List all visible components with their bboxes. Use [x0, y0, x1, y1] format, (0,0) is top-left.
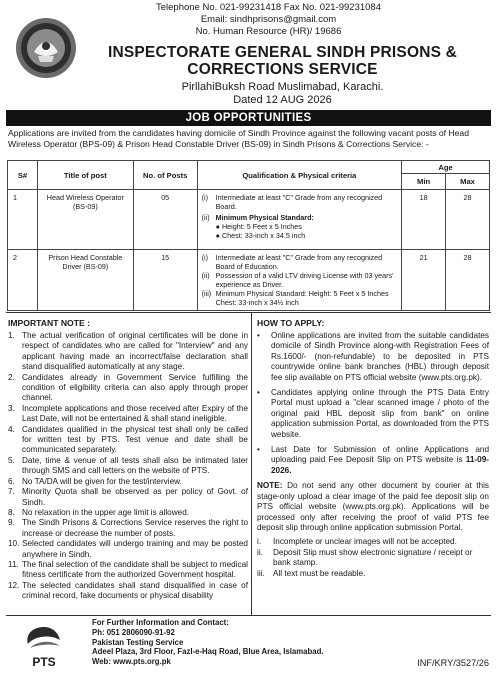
- bullet-icon: •: [257, 388, 260, 398]
- how-to-apply-section: [257, 331, 489, 579]
- note-number: 7.: [8, 487, 15, 497]
- pts-logo-text: PTS: [32, 655, 56, 669]
- organization-title-line2: CORRECTIONS SERVICE: [187, 61, 378, 78]
- date: Dated 12 AUG 2026: [233, 94, 332, 106]
- header-min: Min: [402, 174, 446, 190]
- header-sr: S#: [8, 161, 38, 190]
- note-text: Date, time & venue of all tests shall also be intimated later through SMS and call letters on the website of PTS.: [22, 455, 248, 476]
- header-age: Age: [402, 161, 490, 174]
- note-number: 12.: [8, 580, 20, 590]
- table-header-row: [8, 161, 490, 174]
- item-number: i.: [257, 537, 262, 547]
- note-text: Incomplete applications and those received after Expiry of the Last Date, will not be entertained & shall stand ineligible.: [22, 403, 248, 424]
- note-number: 1.: [8, 331, 15, 340]
- chest-criteria: ● Chest: 33-inch x 34.5 inch: [215, 231, 306, 240]
- header-title: Title of post: [37, 161, 133, 190]
- list-item: [257, 548, 489, 569]
- qualification-number: (i): [201, 253, 209, 262]
- qualification-item: [202, 213, 398, 222]
- apply-text: Online applications are invited from the suitable candidates domicile of Sindh Province along-with Registration Fees of Rs.1600/- (non-refundable) to be deposited in PTS countrywide online bank branches (HBL) through deposit fee slip available on PTS official website (www.pts.org.pk).: [271, 331, 489, 382]
- hr-number: No. Human Resource (HR)/ 19686: [195, 26, 342, 37]
- list-item: [8, 456, 248, 477]
- list-item: [8, 508, 248, 518]
- qualification-number: (i): [201, 193, 209, 202]
- address: PirllahiBuksh Road Muslimabad, Karachi.: [181, 81, 384, 93]
- list-item: [8, 404, 248, 425]
- email: Email: sindhprisons@gmail.com: [200, 14, 337, 25]
- apply-bullet: [257, 331, 489, 383]
- qualification-number: (iii): [201, 289, 212, 298]
- header-qualification: Qualification & Physical criteria: [197, 161, 402, 190]
- height-criteria: ● Height: 5 Feet x 5 Inches: [215, 222, 302, 231]
- telephone-fax: Telephone No. 021-99231418 Fax No. 021-99231084: [155, 2, 381, 13]
- footer-heading: For Further Information and Contact:: [92, 618, 229, 627]
- important-note-heading: IMPORTANT NOTE :: [8, 318, 90, 328]
- item-text: All text must be readable.: [273, 568, 366, 578]
- row-min-age: 18: [402, 190, 446, 250]
- item-number: ii.: [257, 547, 263, 557]
- note-number: 5.: [8, 455, 15, 465]
- row-qualification: [197, 190, 402, 250]
- apply-text: Candidates applying online through the PTS Data Entry Portal must upload a "clear scanned image / photo of the original paid HBL deposit slip from bank" on online application submission Portal, as downloaded from the PTS website.: [271, 388, 489, 439]
- list-item: [8, 581, 248, 602]
- list-item: [8, 477, 248, 487]
- qualification-text: Intermediate at least "C" Grade from any recognized Board.: [215, 193, 383, 211]
- note-text: Candidates already in Government Service fulfilling the condition of eligibility criteria can also apply through proper channel.: [22, 372, 248, 403]
- last-date-text: Last Date for Submission of online Applications and uploading paid Fee Deposit Slip on PTS website is: [271, 445, 489, 465]
- list-item: [8, 518, 248, 539]
- intro-paragraph: Applications are invited from the candidates having domicile of Sindh Province against the following vacant posts of Head Wireless Operator (BPS-09) & Prison Head Constable Driver (BS-09) in Sindh Prisons & Corrections Service: -: [8, 128, 469, 149]
- footer-contact: [92, 618, 324, 667]
- job-opportunities-banner: JOB OPPORTUNITIES: [6, 110, 491, 126]
- list-item: [8, 373, 248, 404]
- note-number: 10.: [8, 539, 20, 549]
- footer-phone: Ph: 051 2806090-91-92: [92, 627, 175, 637]
- column-divider: [251, 313, 252, 615]
- item-text: Incomplete or unclear images will not be accepted.: [273, 537, 457, 547]
- note-text: Candidates qualified in the physical test shall only be called for written test by PTS. Test venue and date shall be communicated separately.: [22, 424, 248, 455]
- note-text: No TA/DA will be given for the test/interview.: [22, 476, 182, 486]
- footer-divider: [6, 615, 491, 616]
- row-sr: 2: [8, 250, 38, 311]
- bullet-icon: •: [257, 445, 260, 455]
- how-to-apply-heading: HOW TO APPLY:: [257, 318, 325, 328]
- qualification-number: (ii): [201, 271, 210, 280]
- apply-bullet: [257, 388, 489, 440]
- header-posts: No. of Posts: [133, 161, 197, 190]
- bullet-icon: •: [257, 331, 260, 340]
- row-min-age: 21: [402, 250, 446, 311]
- note-text: Selected candidates will undergo training and may be posted anywhere in Sindh.: [22, 539, 248, 559]
- qualification-text: Minimum Physical Standard: Height: 5 Feet x 5 Inches Chest: 33-inch x 34½ inch: [215, 289, 389, 307]
- qualification-item: [202, 193, 398, 211]
- qualification-item: [202, 253, 398, 271]
- note-number: 11.: [8, 559, 19, 569]
- note-number: 4.: [8, 424, 15, 434]
- item-text: Deposit Slip must show electronic signature / receipt or bank stamp.: [273, 547, 473, 568]
- important-notes-list: [8, 331, 248, 602]
- list-item: [257, 537, 489, 547]
- table-row: [8, 190, 490, 250]
- pts-logo-icon: [20, 624, 68, 670]
- row-max-age: 28: [446, 190, 490, 250]
- qualification-text: Possession of a valid LTV driving License with 03 years' experience as Driver.: [215, 271, 394, 289]
- footer-web: Web: www.pts.org.pk: [92, 657, 171, 667]
- footer-org: Pakistan Testing Service: [92, 637, 184, 647]
- section-divider: [6, 312, 491, 313]
- note-text: The final selection of the candidate shall be subject to medical fitness certificate from the authorized Government hospital.: [22, 559, 248, 580]
- note-text: The selected candidates shall stand disqualified in case of criminal record, fake documents or physical disability: [22, 580, 248, 601]
- note-text: Minority Quota shall be observed as per policy of Govt. of Sindh.: [22, 487, 248, 507]
- list-item: [8, 487, 248, 508]
- qualification-text: Minimum Physical Standard:: [215, 213, 314, 222]
- reference-number: INF/KRY/3527/26: [417, 658, 489, 668]
- footer-address: Adeel Plaza, 3rd Floor, Fazl-e-Haq Road, Blue Area, Islamabad.: [92, 647, 324, 657]
- note-number: 3.: [8, 403, 15, 413]
- apply-text: [271, 445, 489, 476]
- list-item: [8, 425, 248, 456]
- note-text: No relaxation in the upper age limit is allowed.: [22, 507, 190, 517]
- row-posts: 15: [133, 250, 197, 311]
- apply-note: [257, 481, 489, 533]
- qualification-number: (ii): [201, 213, 210, 222]
- row-posts: 05: [133, 190, 197, 250]
- row-qualification: [197, 250, 402, 311]
- item-number: iii.: [257, 568, 265, 578]
- note-number: 6.: [8, 476, 15, 486]
- row-title: Head Wireless Operator (BS-09): [37, 190, 133, 250]
- apply-bullet: [257, 445, 489, 476]
- organization-title: INSPECTORATE GENERAL SINDH PRISONS &: [107, 44, 458, 61]
- qualification-item: [202, 289, 398, 307]
- list-item: [8, 539, 248, 560]
- list-item: [8, 331, 248, 373]
- row-max-age: 28: [446, 250, 490, 311]
- note-text: The actual verification of original certificates will be done in respect of candidates who are called for "Interview" and any applicant having made an incorrect/false declaration shall stand disqualified automatically at any stage.: [22, 331, 248, 372]
- qualification-text: Intermediate at least "C" Grade from any recognized Board of Education.: [215, 253, 383, 271]
- note-text: Do not send any other document by courier at this stage-only upload a clear image of the paid fee deposit slip on PTS official website (www.pts.org.pk). Applications will be processed only after receiving the proof of valid PTS fee deposit slip through online application submission Portal.: [257, 481, 489, 532]
- note-text: The Sindh Prisons & Corrections Service reserves the right to increase or decrease the number of posts.: [22, 518, 248, 538]
- note-label: NOTE:: [257, 481, 283, 491]
- header-max: Max: [446, 174, 490, 190]
- header: [0, 0, 497, 112]
- last-date: 11-09-2026.: [271, 455, 489, 475]
- note-number: 9.: [8, 518, 15, 528]
- list-item: [257, 569, 489, 579]
- note-number: 8.: [8, 507, 15, 517]
- note-number: 2.: [8, 372, 15, 382]
- row-sr: 1: [8, 190, 38, 250]
- posts-table: [7, 160, 490, 311]
- row-title: Prison Head Constable Driver (BS-09): [37, 250, 133, 311]
- table-row: [8, 250, 490, 311]
- list-item: [8, 560, 248, 581]
- qualification-item: [202, 271, 398, 289]
